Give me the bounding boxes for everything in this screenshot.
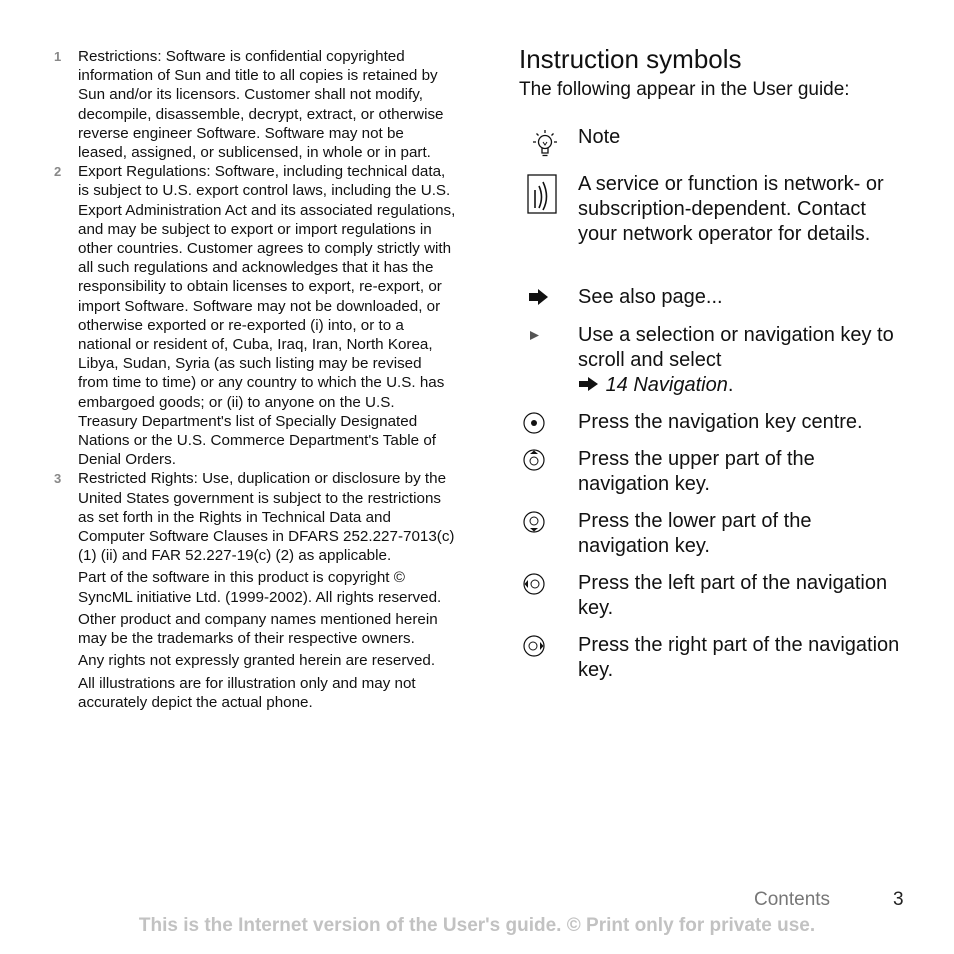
item-number: 3: [54, 471, 62, 487]
symbol-text: A service or function is network- or subscription-dependent. Contact your network operator for details.: [578, 173, 884, 245]
symbol-text: [578, 323, 908, 398]
item-text: Restricted Rights: Use, duplication or disclosure by the United States government is subject to the restrictions as set forth in the Rights in Technical Data and Computer Software Clauses in DFARS 252.227-7013(c) (1) (ii) and FAR 52.227-19(c) (2) as applicable.: [78, 470, 455, 565]
paragraph: Other product and company names mentioned herein may be the trademarks of their respective owners.: [78, 610, 438, 648]
symbol-text: Press the right part of the navigation key.: [578, 634, 900, 681]
paragraph: Any rights not expressly granted herein are reserved.: [78, 652, 436, 670]
symbol-text: See also page...: [578, 286, 723, 308]
legal-text-column: [52, 47, 456, 712]
list-item: [52, 162, 456, 469]
triangle-right-icon: [519, 323, 559, 355]
item-number: 2: [54, 164, 62, 180]
list-item: [52, 469, 456, 565]
symbol-text: Press the lower part of the navigation key.: [578, 510, 812, 557]
paragraph: Part of the software in this product is copyright © SyncML initiative Ltd. (1999-2002). All rights reserved.: [78, 569, 442, 606]
lightbulb-icon: [519, 125, 559, 157]
arrow-right-icon: [578, 376, 600, 392]
symbol-text: Press the left part of the navigation key.: [578, 572, 888, 619]
nav-centre-icon: [519, 410, 559, 442]
network-dependent-icon: [519, 172, 559, 204]
symbol-text: Press the upper part of the navigation key.: [578, 448, 815, 495]
item-number: 1: [54, 49, 62, 64]
symbol-text-main: Use a selection or navigation key to scroll and select: [578, 324, 894, 371]
paragraph: All illustrations are for illustration only and may not accurately depict the actual phone.: [78, 674, 416, 711]
ref-end: .: [727, 374, 734, 396]
instruction-symbols-section: [519, 43, 919, 681]
symbol-text: Press the navigation key centre.: [578, 411, 863, 433]
cross-reference-link[interactable]: 14 Navigation: [605, 374, 728, 396]
nav-up-icon: [519, 447, 559, 479]
internet-version-notice: This is the Internet version of the User's guide. © Print only for private use.: [138, 915, 816, 936]
section-title: Instruction symbols: [519, 44, 742, 74]
nav-right-icon: [519, 633, 559, 665]
section-subtitle: The following appear in the User guide:: [519, 79, 850, 100]
item-text: Export Regulations: Software, including technical data, is subject to U.S. export control laws, including the U.S. Export Administration Act and its associated regulations, and may be subject to export or import regulations in other countries. Customer agrees to comply strictly with all such regulations and acknowledges that it has the responsibility to obtain licenses to export, re-export, or import Software. Software may not be downloaded, or otherwise exported or re-exported (i) into, or to a national or resident of, Cuba, Iraq, Iran, North Korea, Libya, Sudan, Syria (as such listing may be revised from time to time) or any country to which the U.S. has embargoed goods; or (ii) to anyone on the U.S. Treasury Department's list of Specially Designated Nations or the U.S. Commerce Department's Table of Denial Orders.: [78, 163, 456, 469]
page-number: 3: [893, 889, 904, 910]
nav-left-icon: [519, 571, 559, 603]
list-item: [52, 47, 456, 162]
symbol-text: Note: [578, 126, 621, 148]
arrow-right-icon: [519, 285, 559, 317]
item-text: Restrictions: Software is confidential copyrighted information of Sun and title to all copies is retained by Sun and/or its licensors. Customer shall not modify, decompile, disassemble, decrypt, extract, or otherwise reverse engineer Software. Software may not be leased, assigned, or sublicensed, in whole or in part.: [78, 48, 444, 162]
nav-down-icon: [519, 509, 559, 541]
footer-section-link[interactable]: Contents: [754, 889, 831, 910]
